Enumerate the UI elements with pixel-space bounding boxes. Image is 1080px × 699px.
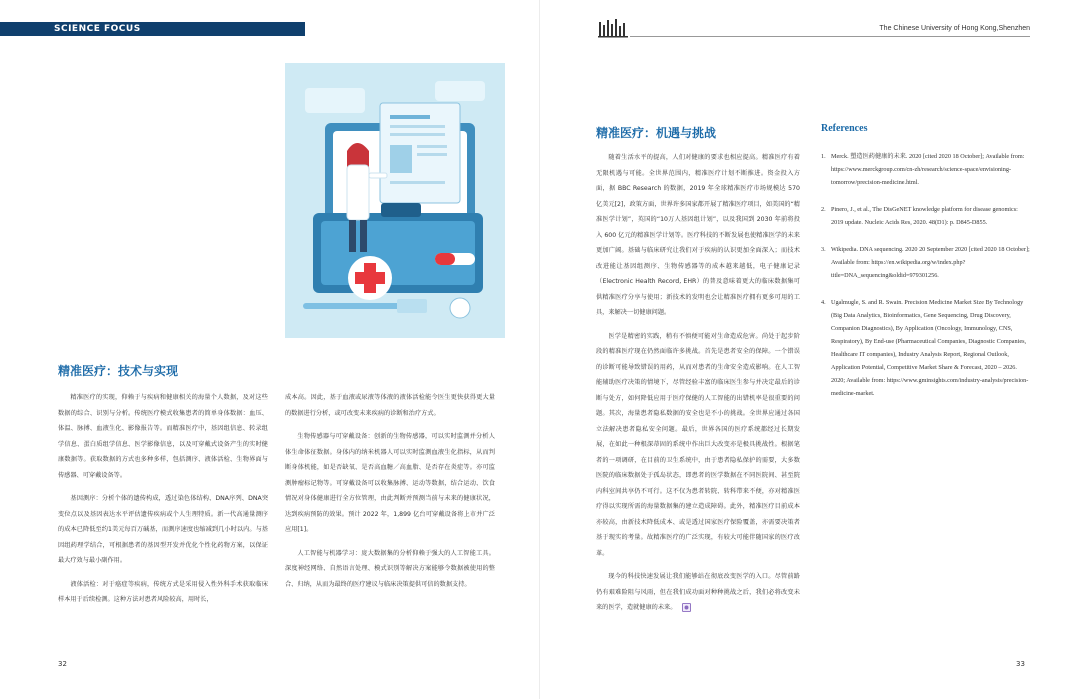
right-column-1 [596, 150, 800, 624]
reference-text: Wikipedia. DNA sequencing. 2020 20 September 2020 [cited 2020 18 October]; Available from: https://en.wikipedia.org/w/index.php?title=DNA_sequencing&oldid=979301256. [831, 246, 1030, 279]
medical-illustration [285, 63, 505, 338]
header-rule [630, 36, 1030, 37]
doctor-medical-kit-illustration [285, 63, 505, 338]
paragraph: 精准医疗的实现，仰赖于与疾病和健康相关的海量个人数据，及对这些数据的综合、识别与分析。传统医疗模式收集患者的简单身体数据：血压、体温、脉搏、血液生化、影像报告等。而精准医疗中，基因组信息、转录组学信息、蛋白质组学信息、医学影像信息，以及可穿戴式设备产生的实时健康数据等。获取数据的方式也多种多样，包括测序、液体活检、生物界面与传感器、可穿戴设备等。 [58, 394, 268, 479]
reference-number: 4. [821, 299, 826, 306]
paragraph: 随着生活水平的提高，人们对健康的要求也相应提高。精准医疗有着无限机遇与可能。全世界范围内，精准医疗计划不断推进。资金投入方面，据 BBC Research 的数据，2019 年全球精准医疗市场规模达 570 亿美元[2]，政策方面，世界许多国家都开展了精准医疗项目，如美国的“精准医学计划”，英国的“10万人基因组计划”，以及我国到 2030 年前将投入 600 亿元的精准医学计划等。医疗科技的不断发展也使精准医学的未来更加广阔。基础与临床研究让我们对于疾病的认识更加全面深入；而技术改进能让基因组测序、生物传感器等的成本越来越低，电子健康记录（Electronic Health Record, EHR）的普及意味着更大的临床数据集可供精准医疗分享与使用；新技术的发明也会让精准医疗拥有更多可用的工具，来解决一切健康问题。 [596, 154, 800, 316]
paragraph: 成本高。因此，基于血液或尿液等体液的液体活检能令医生更快获得更大量的数据进行分析，或可改变未来疾病的诊断和治疗方式。 [285, 394, 495, 417]
reference-number: 1. [821, 153, 826, 160]
paragraph: 基因测序：分析个体的遗传构成，透过染色体结构、DNA序列、DNA突变位点以及基因表达水平评估遗传疾病或个人生理特质。新一代高通量测序的成本已降低至约1美元每百万碱基，而测序速度也缩减到几小时以内。与基因组药理学结合，可根据患者的基因型开发并优化个性化药物方案，以保证最大疗效与最小副作用。 [58, 495, 268, 564]
references-list [821, 150, 1031, 414]
university-logo-icon [598, 16, 628, 38]
left-column-1 [58, 390, 268, 616]
reference-text: Merck. 塑造医药健康的未来. 2020 [cited 2020 18 October]; Available from: https://www.merckgroup.com/cn-zh/research/science-space/envisioning-tomorrow/precision-medicine.html. [831, 153, 1025, 186]
reference-number: 2. [821, 206, 826, 213]
references-title: References [821, 123, 868, 134]
reference-text: Ugalmugle, S. and R. Swain. Precision Medicine Market Size By Technology (Big Data Analytics, Bioinformatics, Gene Sequencing, Drug Discovery, Companion Diagnostics), By Application (Oncology, Immunology, CNS, Respiratory), By End-use (Pharmaceutical Companies, Diagnostic Companies, Healthcare IT companies), Industry Analysis Report, Regional Outlook, Application Potential, Competitive Market Share & Forecast, 2020 – 2026. 2020; Available from: https://www.gminsights.com/industry-analysis/precision-medicine-market. [831, 299, 1029, 397]
left-column-2 [285, 390, 495, 600]
closing-paragraph-text: 现今的科技快速发展让我们能够站在彻底改变医学的入口。尽管前路仍有艰难险阻与风雨，但在我们成功面对种种挑战之后，我们必将改变未来的医学，造就健康的未来。 [596, 573, 800, 611]
section-tag: SCIENCE FOCUS [0, 22, 305, 36]
reference-text: Pinero, J., et al., The DisGeNET knowledge platform for disease genomics: 2019 update. Nucleic Acids Res, 2020. 48(D1): p. D845-D855. [831, 206, 1018, 226]
article-end-mark-icon [682, 603, 691, 612]
reference-item [821, 203, 1031, 229]
page-number-left: 32 [58, 660, 67, 668]
reference-item [821, 296, 1031, 400]
paragraph: 人工智能与机器学习：庞大数据集的分析仰赖于强大的人工智能工具。深度神经网络、自然语言处理、模式识别等解决方案能够令数据被使用的整合、归纳，从而为最终的医疗建议与临床决策提供可信的数据支持。 [285, 549, 495, 588]
heading-technology-implementation: 精准医疗：技术与实现 [58, 364, 179, 378]
reference-number: 3. [821, 246, 826, 253]
paragraph: 液体活检：对于癌症等疾病，传统方式是采用侵入性外科手术获取临床样本用于后续检测。这种方法对患者风险较高，用时长， [58, 580, 268, 603]
reference-item [821, 150, 1031, 189]
institution-name: The Chinese University of Hong Kong,Shenzhen [879, 25, 1030, 32]
paragraph [596, 569, 800, 616]
paragraph: 生物传感器与可穿戴设备：创新的生物传感器，可以实时监测并分析人体生命体征数据。身体内的纳米机器人可以实时监测血液生化指标，从而判断身体机能，如是否缺氧、是否高血糖／高血脂、是否存在炎症等。亦可监测肿瘤标记物等。可穿戴设备可以收集脉搏、运动等数据，结合运动、饮食情况对身体健康进行全方位管理，由此判断并预测当前与未来的健康状况，达到疾病预防的效果。预计 2022 年，1,899 亿台可穿戴设备将上市并广泛应用[1]。 [285, 433, 495, 533]
page-number-right: 33 [1016, 660, 1025, 668]
paragraph: 医学是精密的实践，稍有不慎便可能对生命造成危害。尚处于起步阶段的精准医疗现在仍然面临许多挑战。首先是患者安全的保障。一个错误的诊断可能导致错误的用药，从而对患者的生命安全造成影响。在人工智能辅助医疗决策的情境下，尽管经验丰富的临床医生参与并决定最后的诊断与处方，如何降低应用于医疗保健的人工智能的出错机率是很重要的问题。其次，海量患者隐私数据的安全也是不小的挑战。全世界应通过各国立法解决患者隐私安全问题。最后，世界各国的医疗系统都经过长期发展，在如此一种根深蒂固的系统中作出巨大改变亦是极具挑战性。根据笔者的一项调研，在目前的卫生系统中，由于患者隐私保护的需要，大多数医院的临床数据处于孤岛状态，即患者的医学数据在不同医院间、甚至院内科室间共享仍不可行。这不仅为患者转院、转科带来不便，亦对精准医疗得以实现所需的海量数据集的建立造成障碍。此外，精准医疗目前成本亦较高，由新技术降低成本、或是透过国家医疗保险覆盖，亦需要决策者基于现实的考量。故精准医疗的广泛实现，有较大可能伴随国家的医疗改革。 [596, 332, 800, 557]
heading-opportunities-challenges: 精准医疗：机遇与挑战 [596, 126, 717, 140]
reference-item [821, 243, 1031, 282]
